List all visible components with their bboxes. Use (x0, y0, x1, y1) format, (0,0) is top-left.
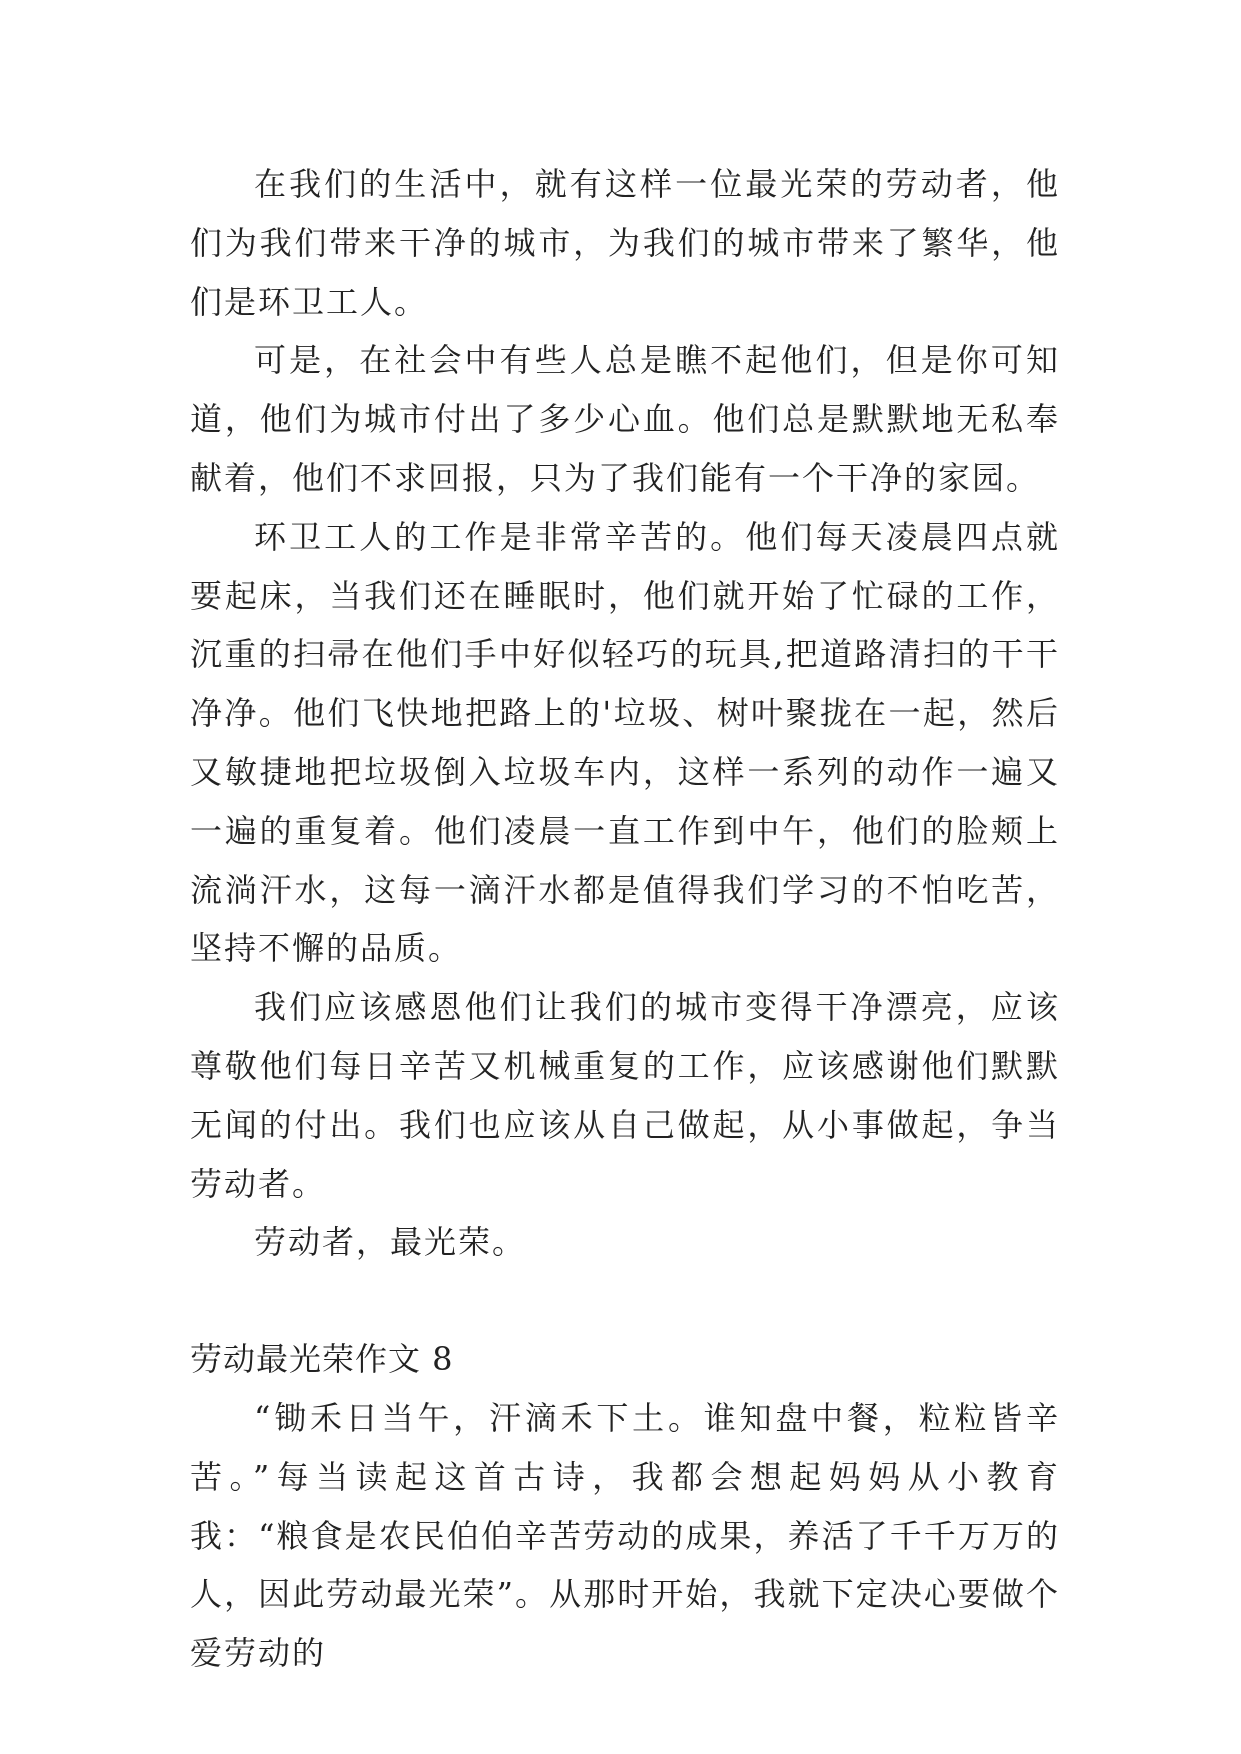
paragraph-sanitation-intro: 在我们的生活中，就有这样一位最光荣的劳动者，他们为我们带来干净的城市，为我们的城市带来了繁华，他们是环卫工人。 (190, 165, 1060, 321)
paragraph-conclusion: 劳动者，最光荣。 (254, 1223, 527, 1262)
essay-heading: 劳动最光荣作文 8 (190, 1340, 454, 1379)
paragraph-sanitation-work: 环卫工人的工作是非常辛苦的。他们每天凌晨四点就要起床，当我们还在睡眠时，他们就开始了忙碌的工作，沉重的扫帚在他们手中好似轻巧的玩具,把道路清扫的干干净净。他们飞快地把路上的'垃圾、树叶聚拢在一起，然后又敏捷地把垃圾倒入垃圾车内，这样一系列的动作一遍又一遍的重复着。他们凌晨一直工作到中午，他们的脸颊上流淌汗水，这每一滴汗水都是值得我们学习的不怕吃苦，坚持不懈的品质。 (190, 517, 1060, 968)
paragraph-poem-intro: “锄禾日当午，汗滴禾下土。谁知盘中餐，粒粒皆辛苦。”每当读起这首古诗，我都会想起妈妈从小教育我：“粮食是农民伯伯辛苦劳动的成果，养活了千千万万的人，因此劳动最光荣”。从那时开始，我就下定决心要做个爱劳动的 (190, 1398, 1060, 1673)
paragraph-gratitude: 我们应该感恩他们让我们的城市变得干净漂亮，应该尊敬他们每日辛苦又机械重复的工作，应该感谢他们默默无闻的付出。我们也应该从自己做起，从小事做起，争当劳动者。 (190, 988, 1060, 1203)
paragraph-sanitation-contribution: 可是，在社会中有些人总是瞧不起他们，但是你可知道，他们为城市付出了多少心血。他们总是默默地无私奉献着，他们不求回报，只为了我们能有一个干净的家园。 (190, 341, 1060, 497)
document-body (190, 155, 1060, 1683)
